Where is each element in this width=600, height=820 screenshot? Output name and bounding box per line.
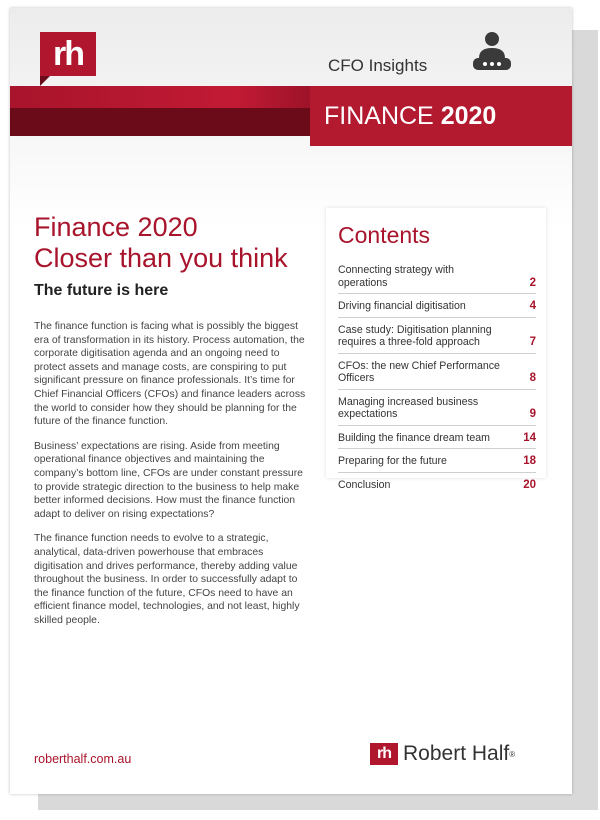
contents-item[interactable] — [338, 358, 536, 390]
banner-title-light: FINANCE — [324, 102, 434, 130]
contents-item[interactable] — [338, 453, 536, 473]
contents-panel — [326, 208, 546, 491]
rh-logo-mark: rh — [370, 743, 398, 765]
contents-item-page: 8 — [529, 372, 536, 384]
contents-item-page: 14 — [523, 431, 536, 444]
contents-item-label: Managing increased business expectations — [338, 395, 479, 420]
article-title-line1: Finance 2020 — [34, 212, 198, 242]
body-paragraph: Business’ expectations are rising. Aside from meeting operational finance objectives and maintaining the company’s bottom line, CFOs are under constant pressure to provide strategic direction to the business to help make better informed decisions. How must the finance function adapt to deliver on rising expectations? — [34, 440, 303, 520]
article-body — [34, 320, 314, 638]
contents-item[interactable] — [338, 394, 536, 426]
contents-item-label: Conclusion — [338, 478, 391, 491]
contents-item-page: 9 — [529, 408, 536, 420]
registered-mark: ® — [509, 749, 516, 759]
contents-item[interactable] — [338, 477, 536, 496]
contents-title: Contents — [338, 222, 431, 248]
banner-title-bold: 2020 — [440, 102, 497, 130]
person-at-laptop-icon — [470, 30, 514, 74]
header-banner-shade — [10, 108, 324, 136]
contents-item[interactable] — [338, 262, 536, 294]
contents-item-page: 4 — [529, 300, 536, 312]
series-label: CFO Insights — [328, 56, 428, 75]
body-paragraph: The finance function is facing what is possibly the biggest era of transformation in its history. Process automation, the corporate digitisation agenda and an ongoing need to protect assets and manage costs, are conspiring to put significant pressure on finance professionals. It’s time for Chief Financial Officers (CFOs) and finance leaders across the world to consider how they should be planning for the future of the finance function. — [34, 321, 306, 428]
banner-title — [310, 86, 572, 146]
rh-logo: rh — [40, 32, 96, 76]
brand-name: Robert Half — [403, 742, 510, 765]
contents-item-label: Preparing for the future — [338, 455, 447, 467]
article-subtitle: The future is here — [34, 282, 169, 299]
contents-item-label: Case study: Digitisation planning requires a three-fold approach — [338, 323, 492, 348]
body-paragraph: The finance function needs to evolve to a strategic, analytical, data-driven powerhouse that embraces digitisation and drives performance, thereby adding value throughout the business. In order to successfully adapt to the finance function of the future, CFOs need to have an efficient finance model, technologies, and not least, highly skilled people. — [34, 533, 300, 626]
logo-fold — [40, 76, 50, 86]
contents-item[interactable] — [338, 322, 536, 354]
contents-list — [338, 262, 536, 499]
document-page — [10, 8, 572, 794]
website-link[interactable]: roberthalf.com.au — [34, 752, 132, 766]
contents-item-label: Building the finance dream team — [338, 431, 490, 444]
robert-half-logo — [370, 742, 515, 766]
article-title — [34, 212, 334, 274]
contents-item-page: 2 — [529, 276, 536, 289]
contents-item[interactable] — [338, 298, 536, 318]
article-title-line2: Closer than you think — [34, 243, 288, 273]
contents-item-page: 7 — [529, 336, 536, 348]
contents-item-label: Connecting strategy with operations — [338, 264, 455, 289]
contents-item-page: 18 — [523, 455, 536, 467]
contents-item[interactable] — [338, 430, 536, 450]
contents-item-label: Driving financial digitisation — [338, 300, 466, 312]
contents-item-label: CFOs: the new Chief Performance Officers — [338, 359, 500, 384]
contents-item-page: 20 — [523, 478, 536, 491]
